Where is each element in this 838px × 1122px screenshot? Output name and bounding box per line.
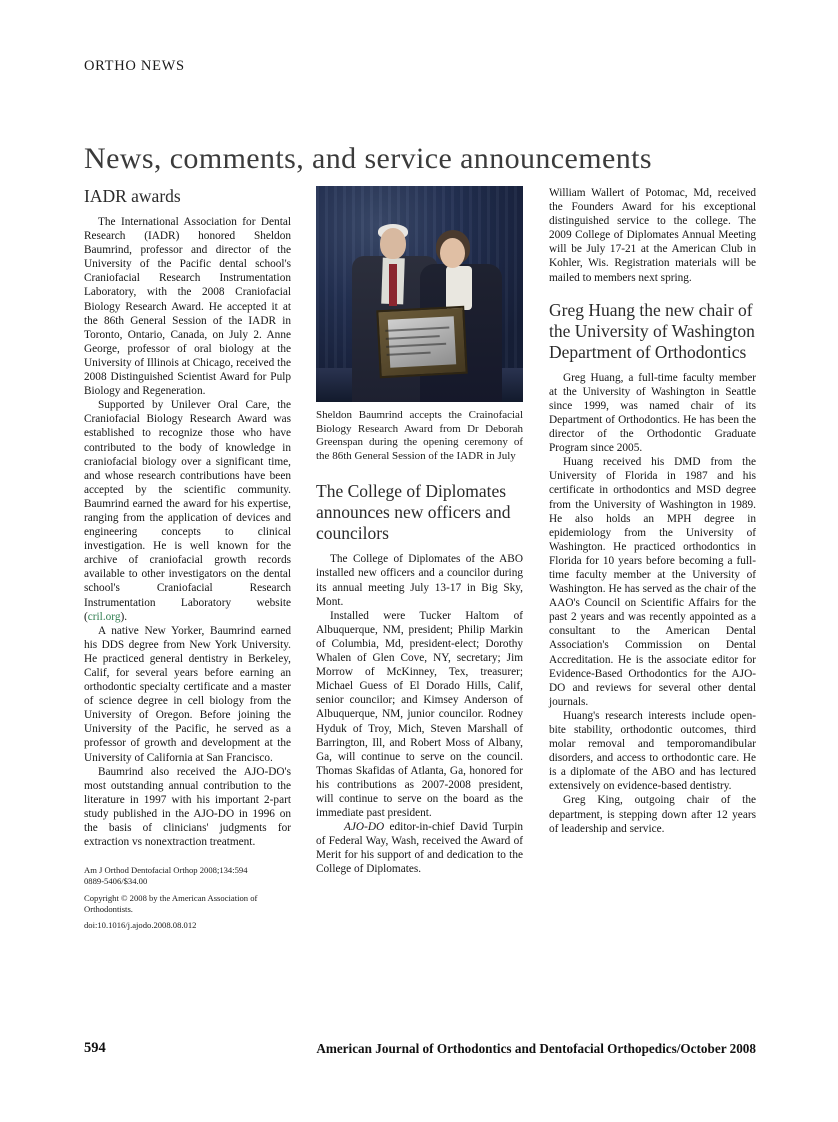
page-footer: [84, 1040, 756, 1062]
page-number: 594: [84, 1040, 106, 1056]
paragraph: William Wallert of Potomac, Md, received the Founders Award for his exceptional distinguished service to the college. The 2009 College of Diplomates Annual Meeting will be July 17-21 at the American Club in Kohler, Wis. Registration materials will be mailed to members next spring.: [549, 187, 756, 284]
article-columns: [84, 186, 756, 1026]
paragraph-text: Supported by Unilever Oral Care, the Craniofacial Biology Research Award was established to recognize those who have contributed to the body of knowledge in craniofacial biology over a significant time, and whose research contributions have been accepted by the scientific community. Baumrind earned the award for his expertise, ranging from the application of devices and engineering concepts to clinical investigation. He is well known for the archive of craniofacial growth records available to other investigators on the dental school's Craniofacial Research Instrumentation Laboratory website (: [84, 399, 291, 623]
paragraph-tail: ).: [120, 610, 128, 623]
page-title: News, comments, and service announcements: [84, 142, 652, 176]
paragraph: The International Association for Dental Research (IADR) honored Sheldon Baumrind, professor and director of the University of the Pacific dental school's Craniofacial Research Instrumentation Laboratory, with the 2008 Craniofacial Biology Research Award. He accepted it at the 86th General Session of the IADR in Toronto, Ontario, Canada, on July 2. Anne George, professor of oral biology at the University of Illinois at Chicago, received the 2008 Distinguished Scientist Award for Pulp Biology and Regeneration.: [84, 216, 291, 398]
photo-person-left-tie: [389, 264, 397, 306]
photo-person-left-head: [380, 228, 406, 259]
doi-line[interactable]: doi:10.1016/j.ajodo.2008.08.012: [84, 920, 197, 931]
paragraph: Installed were Tucker Haltom of Albuquerque, NM, president; Philip Markin of Columbia, Md, president-elect; Dorothy Whalen of Glen Cove, NY, secretary; Jim Morrow of McKinney, Tex, treasurer; Michael Guess of El Dorado Hills, Calif, senior councilor; and Kimsey Anderson of Albuquerque, NM, junior councilor. Rodney Hyduk of Troy, Mich, Steven Marshall of Barrington, Ill, and Robert Moss of Albany, Ga, will continue to serve on the council. Thomas Skafidas of Atlanta, Ga, honored for his contributions as 2007-2008 president, will continue to serve on the board as the immediate past president.: [316, 609, 523, 820]
running-head: ORTHO NEWS: [84, 58, 185, 74]
section-heading-huang: Greg Huang the new chair of the University of Washington Department of Orthodontics: [549, 299, 755, 362]
photo-person-right-head: [440, 238, 465, 268]
column-two: [316, 186, 523, 877]
paragraph: Baumrind also received the AJO-DO's most outstanding annual contribution to the literature in 1997 with his important 2-part study published in the AJO-DO in 1996 on the basis of clinicians' judgments for extraction vs nonextraction treatment.: [84, 765, 291, 849]
photo-award-plaque: [376, 306, 467, 379]
journal-footer-line: American Journal of Orthodontics and Dentofacial Orthopedics/October 2008: [316, 1041, 756, 1056]
paragraph: A native New Yorker, Baumrind earned his DDS degree from New York University. He practiced general dentistry in Berkeley, Calif, for several years before earning an orthodontic specialty certificate and a master of science degree in cell biology from the University of Oregon. Before joining the University of the Pacific, he served as a professor of growth and development at the University of California at San Francisco.: [84, 624, 291, 764]
paragraph: Huang's research interests include open-bite stability, orthodontic outcomes, third molar removal and temporomandibular disorders, and access to orthodontic care. He is a diplomate of the ABO and has lectured extensively on evidence-based dentistry.: [549, 709, 756, 793]
section-heading-diplomates: The College of Diplomates announces new officers and councilors: [316, 481, 511, 544]
citation-line: Am J Orthod Dentofacial Orthop 2008;134:594: [84, 865, 248, 876]
baumrind-award-photo: [316, 186, 523, 402]
section-heading-iadr: IADR awards: [84, 186, 181, 206]
column-one: [84, 186, 291, 931]
paragraph: Greg King, outgoing chair of the department, is stepping down after 12 years of leadership and service.: [549, 794, 756, 835]
paragraph: Greg Huang, a full-time faculty member at the University of Washington in Seattle since 1999, was named chair of its Department of Orthodontics. He has been the director of the Orthodontic Graduate Program since 2005.: [549, 371, 756, 455]
photo-person-right-blouse: [446, 266, 472, 310]
reference-block: [84, 865, 291, 931]
paragraph: The College of Diplomates of the ABO installed new officers and a councilor during its annual meeting July 13-17 in Big Sky, Mont.: [316, 553, 523, 608]
paragraph: Huang received his DMD from the University of Florida in 1987 and his certificate in orthodontics and MSD degree from the University of Washington in 1989. He also holds an MPH degree in epidemiology from the University of Washington. He practiced orthodontics in Florida for 10 years before becoming a full-time faculty member at the University of Washington. He has served as the chair of the AAO's Council on Scientific Affairs for the past 2 years and was recently appointed as a consultant to the American Dental Association's Commission on Dental Accreditation. He is the associate editor for Evidence-Based Orthodontics for the AJO-DO and reviews for several other dental journals.: [549, 456, 756, 708]
column-three: [549, 186, 756, 836]
cril-link[interactable]: cril.org: [87, 610, 121, 623]
issn-line: 0889-5406/$34.00: [84, 876, 148, 887]
paragraph-text: editor-in-chief David Turpin of Federal Way, Wash, received the Award of Merit for his support of and dedication to the College of Diplomates.: [316, 821, 523, 876]
journal-abbrev: AJO-DO: [344, 821, 385, 834]
paragraph-with-italic-lead: [316, 820, 523, 876]
paragraph-with-link: [84, 398, 291, 624]
copyright-line: Copyright © 2008 by the American Association of Orthodontists.: [84, 892, 258, 914]
photo-caption: Sheldon Baumrind accepts the Crainofacial Biology Research Award from Dr Deborah Greenspan during the opening ceremony of the 86th General Session of the IADR in July: [316, 409, 523, 462]
